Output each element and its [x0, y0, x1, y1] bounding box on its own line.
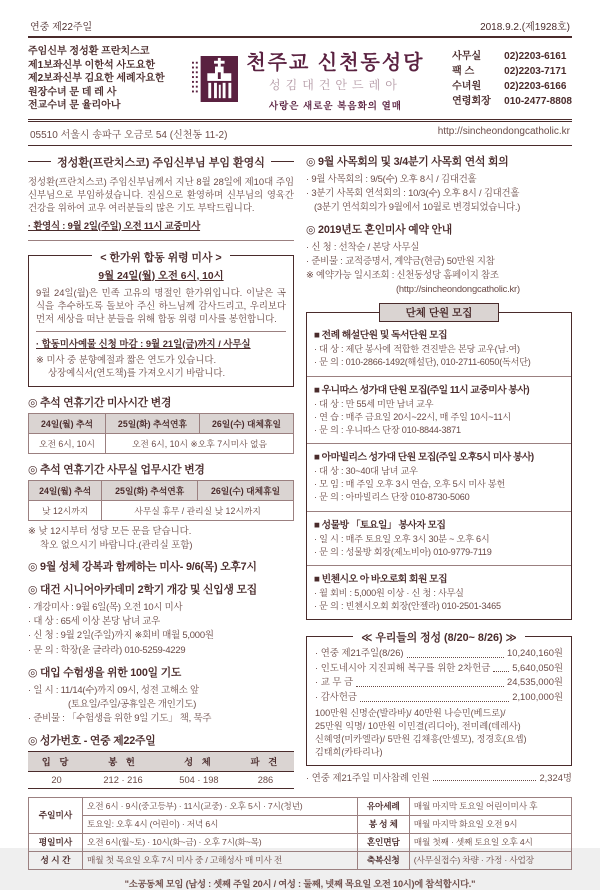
offering-label: · 교 무 금 [315, 676, 354, 688]
section-council [306, 154, 572, 214]
group-title: ■ 아마빌리스 성가대 단원 모집(주일 오후5시 미사 봉사) [314, 452, 534, 464]
address-bar [28, 122, 572, 146]
offering-row [315, 646, 563, 661]
recruit-group [307, 565, 571, 619]
section-office-change [28, 462, 294, 551]
recruit-box-tab: 단체 단원 모집 [379, 303, 500, 322]
offering-label: · 연중 제21주일(8/26) [315, 647, 404, 659]
list-item: · 신 청 : 선착순 / 본당 사무실 [306, 240, 420, 252]
schedule-value: 오전 6시(월~토) · 10시(화~금) · 오후 7시(화~목) [83, 833, 358, 851]
section-title: ◎ 대건 시니어아카데미 2학기 개강 및 신입생 모집 [28, 584, 257, 597]
table-cell: 낮 12시까지 [29, 500, 102, 520]
church-address: 05510 서울시 송파구 오금로 54 (신천동 11-2) [30, 129, 228, 141]
group-title: ■ 빈첸시오 아 바오로회 회원 모집 [314, 573, 448, 585]
offering-amount: 2,100,000원 [512, 691, 563, 703]
section-body: 정성환(프란치스코) 주임신부님께서 지난 8월 28일에 제10대 주임신부님으로 부임하셨습니다. 진심으로 환영하며 신부님의 영육간 건강을 위하여 교우 여러분들의 많은 기도 부탁드립니다. [28, 175, 294, 214]
list-item: (http://sincheondongcatholic.kr) [396, 283, 520, 295]
attendance-row [306, 770, 572, 784]
contact-list [452, 49, 572, 109]
table-header-cell: 24일(월) 추석 [29, 480, 102, 500]
list-item: · 신 청 : 9월 2일(주일)까지 ※회비 매월 5,000원 [28, 629, 214, 641]
clergy-list [28, 45, 165, 113]
contact-label: 팩 스 [452, 65, 475, 77]
group-title: ■ 성물방 「토요일」 봉사자 모집 [314, 519, 446, 531]
box-head [315, 628, 563, 646]
mass-change-table [28, 413, 294, 454]
schedule-value: 매월 마지막 화요일 오전 9시 [409, 815, 571, 833]
box-subtitle: 9월 24일(월) 오전 6시, 10시 [98, 270, 224, 282]
church-slogan: 사랑은 새로운 복음화의 열매 [268, 100, 402, 112]
hymn-value: 20 [28, 771, 85, 788]
schedule-label: 축복신청 [357, 851, 409, 869]
list-item: (3분기 연석회의가 9월에서 10월로 변경되었습니다.) [314, 200, 521, 212]
offering-detail-line: 25만원 익명/ 10만원 이민결(리디아), 전미례(데레사) [315, 720, 521, 731]
offering-detail-line: 100만원 신명순(발라바)/ 40만원 나승민(베드로)/ [315, 707, 506, 718]
date-label: 2018.9.2.(제1928호) [480, 22, 570, 33]
hymn-header: 파 견 [237, 751, 294, 771]
section-title: 정성환(프란치스코) 주임신부님 부임 환영식 [28, 154, 294, 170]
contact-row [452, 94, 572, 109]
list-item: ※ 예약가능 일시조회 : 신천동성당 홈페이지 참조 [306, 269, 499, 281]
table-header-cell: 25일(화) 추석연휴 [102, 480, 198, 500]
contact-value: 02)2203-6161 [504, 50, 567, 62]
contact-row [452, 79, 572, 94]
offering-row [315, 675, 563, 690]
table-note: 착오 없으시기 바랍니다.(관리실 포함) [40, 538, 193, 550]
right-column [306, 152, 572, 789]
list-item: · 문 의 : 빈첸시오회 회장(안젤라) 010-2501-3465 [314, 601, 501, 612]
offering-amount: 10,240,160원 [507, 647, 563, 659]
section-prayer100 [28, 665, 294, 725]
list-item: · 일 시 : 11/14(수)까지 09시, 성전 고해소 앞 [28, 683, 199, 695]
schedule-value: 매월 첫째 · 셋째 토요일 오후 4시 [409, 833, 571, 851]
table-cell: 오전 6시, 10시 ※오후 7시미사 없음 [105, 433, 293, 453]
contact-label: 사무실 [452, 50, 482, 62]
contact-label: 연령회장 [452, 95, 491, 107]
section-title: ◎ 추석 연휴기간 사무실 업무시간 변경 [28, 463, 205, 476]
hymn-header: 성 체 [161, 751, 237, 771]
list-item: · 대 상 : 30~40대 남녀 교우 [314, 466, 418, 477]
hymn-value: 212 · 216 [85, 771, 161, 788]
welcome-schedule: · 환영식 : 9월 2일(주일) 오전 11시 교중미사 [28, 219, 201, 231]
contact-value: 02)2203-6166 [504, 80, 567, 92]
section-title: ◎ 대입 수험생을 위한 100일 기도 [28, 666, 182, 679]
list-item: · 대 상 : 제단 봉사에 적합한 견진받은 본당 교우(남.여) [314, 344, 520, 355]
contact-value: 02)2203-7171 [504, 65, 567, 77]
group-title: ■ 전례 해설단원 및 독서단원 모집 [314, 330, 448, 342]
schedule-value: 오전 6시 · 9시(중고등부) · 11시(교중) · 오후 5시 · 7시(청년) [83, 797, 358, 815]
list-item: · 3분기 사목회 연석회의 : 10/3(수) 오후 8시 / 김대건홀 [306, 186, 520, 198]
section-welcome [28, 154, 294, 241]
attendance-value: 2,324명 [539, 772, 572, 784]
section-title: ◎ 성가번호 - 연중 제22주일 [28, 734, 156, 747]
list-item: · 준비물 : 「수험생을 위한 9일 기도」 책, 묵주 [28, 711, 212, 723]
list-item: · 모 임 : 매 주일 오후 3시 연습, 오후 5시 미사 봉헌 [314, 479, 506, 490]
list-item: · 일 시 : 매주 토요일 오후 3시 30분 ~ 오후 6시 [314, 533, 490, 544]
offering-detail-line: 신혜영(미카엘라)/ 5만원 김채흥(안셀모), 정경호(요셉) [315, 733, 527, 744]
section-hymns [28, 733, 294, 789]
mass-offering-deadline: · 합동미사예물 신청 마감 : 9월 21일(금)까지 / 사무실 [36, 331, 286, 350]
list-item: · 문 의 : 학장(윤 글라라) 010-5259-4229 [28, 643, 186, 655]
clergy-line: 전교수녀 문 율리아나 [28, 100, 121, 111]
list-item: · 준비물 : 교적증명서, 계약금(현금) 50만원 지참 [306, 254, 495, 266]
table-cell: 사무실 휴무 / 관리실 낮 12시까지 [102, 500, 294, 520]
offering-row [315, 690, 563, 705]
schedule-label: 평일미사 [29, 833, 83, 851]
recruit-group [307, 376, 571, 444]
schedule-label: 성 시 간 [29, 851, 83, 869]
section-title: ◎ 추석 연휴기간 미사시간 변경 [28, 396, 172, 409]
schedule-label: 유아세례 [357, 797, 409, 815]
schedule-value: 토요일: 오후 4시 (어린이) · 저녁 6시 [83, 815, 358, 833]
offering-title: ≪ 우리들의 정성 (8/20~ 8/26) ≫ [353, 630, 525, 645]
section-title: ◎ 9월 사목회의 및 3/4분기 사목회 연석 회의 [306, 155, 509, 168]
offering-box [306, 632, 572, 766]
dotted-leader [407, 657, 504, 658]
church-name: 천주교 신천동성당 [246, 51, 425, 74]
table-header-cell: 24일(월) 추석 [29, 413, 106, 433]
offering-row [315, 661, 563, 676]
church-logo-icon [192, 56, 238, 102]
header-main [28, 38, 572, 122]
offering-amount: 5,640,050원 [512, 661, 563, 673]
schedule-label: 혼인면담 [357, 833, 409, 851]
contact-row [452, 49, 572, 64]
box-head [36, 248, 286, 266]
clergy-line: 제2보좌신부 김요한 세례자요한 [28, 73, 165, 84]
recruit-group [307, 511, 571, 565]
offering-label: · 인도네시아 지진피해 복구를 위한 2차헌금 [315, 661, 491, 673]
clergy-line: 제1보좌신부 이한석 사도요한 [28, 59, 156, 71]
box-body: 9월 24일(월)은 민족 고유의 명절인 한가위입니다. 이날은 곡식을 추수하도록 돌보아 주신 하느님께 감사드리고, 우리보다 먼저 세상을 떠난 분들을 위해 합동 위령 미사를 봉헌합니다. [36, 286, 286, 325]
attendance-label: · 연중 제21주일 미사참례 인원 [306, 772, 430, 784]
recruit-group [307, 443, 571, 511]
mass-schedule-table [28, 797, 572, 870]
section-wedding [306, 222, 572, 296]
left-column [28, 152, 294, 789]
recruit-box [306, 307, 572, 620]
dotted-leader [433, 780, 537, 781]
schedule-label: 봉 성 체 [357, 815, 409, 833]
hymn-header: 봉 헌 [85, 751, 161, 771]
table-header-cell: 26일(수) 대체휴일 [199, 413, 293, 433]
list-item: · 문 의 : 성물방 회장(제노비아) 010-9779-7119 [314, 546, 492, 557]
list-item: · 문 의 : 우니따스 단장 010-8844-3871 [314, 424, 461, 435]
contact-label: 수녀원 [452, 80, 482, 92]
offering-detail-line: 김태희(카타리나) [315, 747, 383, 758]
dotted-leader [360, 701, 509, 702]
offering-amount: 24,535,000원 [507, 676, 563, 688]
table-header-cell: 25일(화) 추석연휴 [105, 413, 199, 433]
list-item: · 문 의 : 아마빌리스 단장 010-8730-5060 [314, 492, 470, 503]
table-note: ※ 낮 12시부터 성당 모든 문을 닫습니다. [28, 524, 192, 536]
list-item: · 9월 사목회의 : 9/5(수) 오후 8시 / 김대건홀 [306, 172, 477, 184]
issue-label: 연중 제22주일 [30, 22, 93, 33]
clergy-line: 원장수녀 문 데 레 사 [28, 86, 117, 98]
community-meeting-quote: "소공동체 모임 (남성 : 셋째 주일 20시 / 여성 : 둘째, 넷째 목요일 오전 10시)에 참석합시다." [124, 878, 476, 889]
hymn-value: 286 [237, 771, 294, 788]
header-top [28, 18, 572, 38]
list-item: · 대 상 : 65세 이상 본당 남녀 교우 [28, 615, 161, 627]
dotted-leader [356, 686, 504, 687]
list-item: · 월 회비 : 5,000원 이상 · 신 청 : 사무실 [314, 587, 464, 598]
dotted-leader [493, 671, 509, 672]
section-mass-change [28, 395, 294, 454]
church-brand [192, 46, 424, 112]
section-academy [28, 582, 294, 656]
office-change-table [28, 480, 294, 521]
hymn-header: 입 당 [28, 751, 85, 771]
group-title: ■ 우니따스 성가대 단원 모집(주일 11시 교중미사 봉사) [314, 384, 530, 396]
schedule-value: (사무실접수) 차량 · 가정 · 사업장 [409, 851, 571, 869]
offering-label: · 감사헌금 [315, 691, 357, 703]
recruit-group [307, 322, 571, 375]
list-item: · 연 습 : 매주 금요일 20시~22시, 매 주일 10시~11시 [314, 411, 512, 422]
list-item: · 개강미사 : 9월 6일(목) 오전 10시 미사 [28, 601, 183, 613]
table-header-cell: 26일(수) 대체휴일 [198, 480, 294, 500]
section-title: ◎ 2019년도 혼인미사 예약 안내 [306, 223, 452, 236]
section-benediction: ◎ 9월 성체 강복과 함께하는 미사- 9/6(목) 오후7시 [28, 561, 257, 574]
box-title: < 한가위 합동 위령 미사 > [92, 250, 229, 265]
hymn-number-table [28, 751, 294, 789]
main-content [28, 146, 572, 789]
church-patron: 성김대건안드레아 [269, 77, 402, 92]
contact-value: 010-2477-8808 [504, 95, 572, 107]
offering-detail [315, 707, 563, 760]
website-link[interactable]: http://sincheondongcatholic.kr [437, 125, 570, 137]
hymn-value: 504 · 198 [161, 771, 237, 788]
list-item: · 대 상 : 만 55세 미만 남녀 교우 [314, 398, 434, 409]
box-note: 상장예식서(연도책)를 가져오시기 바랍니다. [48, 367, 226, 379]
box-note: ※ 미사 중 분향예절과 짧은 연도가 있습니다. [36, 353, 217, 365]
table-cell: 오전 6시, 10시 [29, 433, 106, 453]
clergy-line: 주임신부 정성환 프란치스코 [28, 46, 150, 57]
list-item: · 문 의 : 010-2866-1492(해설단), 010-2711-6050(독서단) [314, 357, 531, 368]
section-hangawi-box [28, 251, 294, 387]
list-item: (토요일/주일/공휴일은 개인기도) [68, 697, 197, 709]
brand-text [246, 46, 424, 112]
schedule-value: 매월 첫 목요일 오후 7시 미사 중 / 고해성사 매 미사 전 [83, 851, 358, 869]
contact-row [452, 64, 572, 79]
schedule-label: 주일미사 [29, 797, 83, 833]
schedule-value: 매월 마지막 토요일 어린이미사 후 [409, 797, 571, 815]
